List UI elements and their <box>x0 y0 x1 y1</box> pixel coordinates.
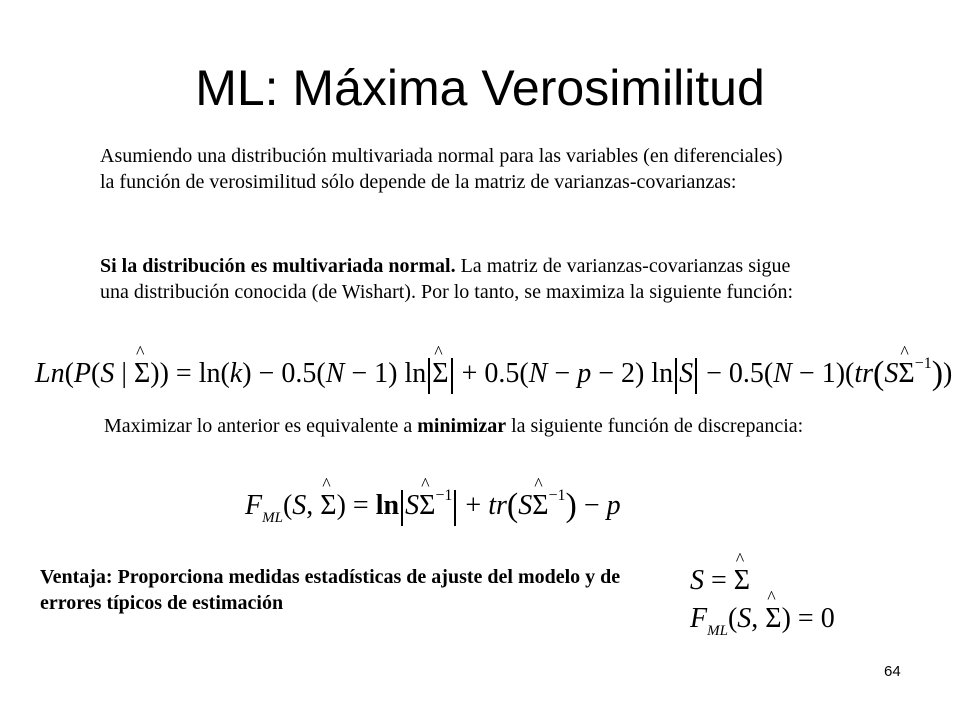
discrepancy-before: Maximizar lo anterior es equivalente a <box>104 415 418 437</box>
slide-title: ML: Máxima Verosimilitud <box>195 60 765 116</box>
wishart-paragraph <box>100 253 805 305</box>
discrepancy-paragraph <box>104 413 844 439</box>
likelihood-equation: Ln(P(S | ^ Σ)) = ln(k) − 0.5(N − 1) ln^ Σ + 0.5(N − p − 2) ln S − 0.5(N − 1)(tr(S^ $\Sigma^{-1}$)) <box>35 355 952 394</box>
discrepancy-equation: $F_{ML}(S$, ^ Σ) = ln S^ $\Sigma^{-1}$ + tr(S^ $\Sigma^{-1}) - p$ <box>245 487 621 527</box>
equality-equation: S = ^ Σ <box>690 565 750 597</box>
intro-paragraph: Asumiendo una distribución multivariada normal para las variables (en diferenciales) la función de verosimilitud sólo depende de la matriz de varianzas-covarianzas: <box>100 145 783 193</box>
discrepancy-bold: minimizar <box>417 415 507 437</box>
zero-discrepancy-equation: $F_{ML}(S$, ^ Σ) = 0 <box>690 603 835 640</box>
advantage-text: Ventaja: Proporciona medidas estadísticas de ajuste del modelo y de errores típicos de estimación <box>40 566 621 614</box>
wishart-rest: La matriz de varianzas-covarianzas sigue una distribución conocida (de Wishart). Por lo tanto, se maximiza la siguiente función: <box>100 255 794 303</box>
wishart-bold-lead: Si la distribución es multivariada normal. <box>100 255 456 277</box>
discrepancy-after: la siguiente función de discrepancia: <box>506 415 804 437</box>
page-number: 64 <box>884 663 901 680</box>
